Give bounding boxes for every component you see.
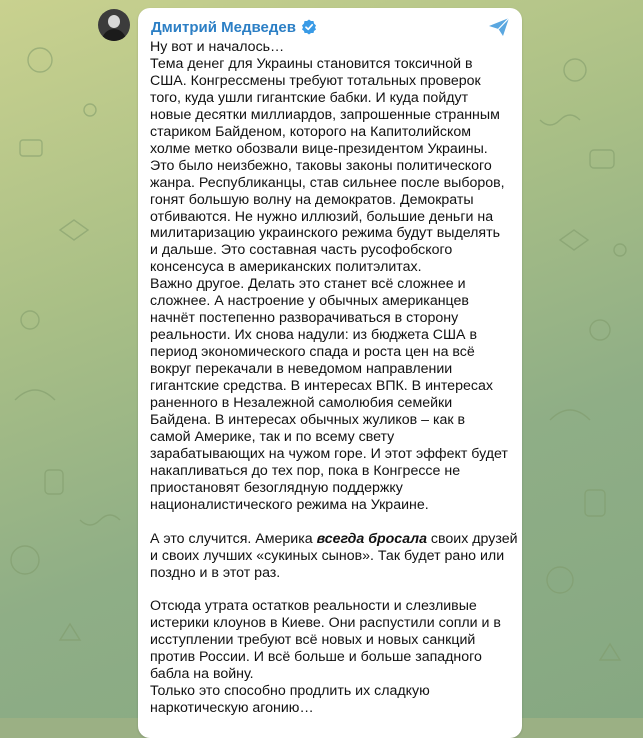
text-line: период экономического спада и роста цен на всё	[150, 344, 475, 361]
text-line: того, куда ушли гигантские бабки. И куда пойдут	[150, 89, 469, 106]
paragraph-2	[150, 548, 516, 582]
text-line: новые десятки миллиардов, запрошенные странным	[150, 106, 500, 123]
text-line: исступлении требуют всё новых и новых санкций	[150, 632, 476, 649]
verified-badge-icon	[301, 19, 317, 35]
text-run: А это случится. Америка	[150, 530, 317, 547]
text-line: вокруг перекачали в неведомом направлении	[150, 361, 453, 378]
text-line: холме метко обозвали вице-президентом Украины.	[150, 140, 488, 157]
text-line: Отсюда утрата остатков реальности и слезливые	[150, 598, 477, 615]
text-line: истерики клоунов в Киеве. Они распустили сопли и в	[150, 615, 501, 632]
text-line: бабла на войну.	[150, 666, 254, 683]
text-line: зарабатывающих на чужом горе. И этот эффект будет	[150, 445, 508, 462]
text-line: сложнее. А настроение у обычных американцев	[150, 293, 469, 310]
avatar[interactable]	[98, 9, 130, 41]
text-line: наркотическую агонию…	[150, 700, 314, 717]
text-line: приостановят безоглядную поддержку	[150, 479, 403, 496]
message-header	[151, 17, 317, 37]
text-line: гигантские средства. В интересах ВПК. В интересах	[150, 378, 493, 395]
paragraph-2-line	[150, 531, 516, 548]
text-line: стариком Байденом, которого на Капитолийском	[150, 123, 471, 140]
text-line: Это было неизбежно, таковы законы политического	[150, 157, 492, 174]
text-line: и своих лучших «сукиных сынов». Так будет рано или	[150, 547, 505, 564]
text-line: начнёт постепенно разворачиваться в сторону	[150, 310, 459, 327]
text-line: националистического режима на Украине.	[150, 496, 429, 513]
text-line: консенсуса в американских политэлитах.	[150, 259, 422, 276]
text-line: гонят большую волну на демократов. Демократы	[150, 191, 474, 208]
text-line: жанра. Республиканцы, став сильнее после выборов,	[150, 174, 505, 191]
text-line: реальности. Их снова надули: из бюджета США в	[150, 327, 477, 344]
text-line: раненного в Незалежной самолюбия семейки	[150, 395, 453, 412]
text-line: самой Америке, так и по всему свету	[150, 428, 395, 445]
text-line: Тема денег для Украины становится токсичной в	[150, 55, 473, 72]
paragraph-1	[150, 39, 516, 514]
emphasis-text: всегда бросала	[316, 530, 427, 547]
share-arrow-icon[interactable]	[488, 17, 510, 37]
text-line: и дальше. Это составная часть русофобского	[150, 242, 453, 259]
text-line: Ну вот и началось…	[150, 39, 285, 55]
text-line: Байдена. В интересах обычных жуликов – как в	[150, 411, 466, 428]
text-run: своих друзей	[426, 530, 518, 547]
author-name[interactable]: Дмитрий Медведев	[151, 18, 296, 36]
text-line: милитаризацию украинского режима будут выделять	[150, 225, 500, 242]
text-line: Только это способно продлить их сладкую	[150, 683, 430, 700]
message-bubble	[138, 8, 522, 738]
text-line: поздно и в этот раз.	[150, 564, 281, 581]
text-line: Важно другое. Делать это станет всё сложнее и	[150, 276, 466, 293]
text-line: накапливаться до тех пор, пока в Конгрессе не	[150, 462, 461, 479]
text-line: против России. И всё больше и больше западного	[150, 649, 482, 666]
text-line: отбиваются. Не нужно иллюзий, большие деньги на	[150, 208, 494, 225]
message-text	[150, 39, 516, 717]
text-line: США. Конгрессмены требуют тотальных проверок	[150, 72, 481, 89]
paragraph-3	[150, 598, 516, 717]
